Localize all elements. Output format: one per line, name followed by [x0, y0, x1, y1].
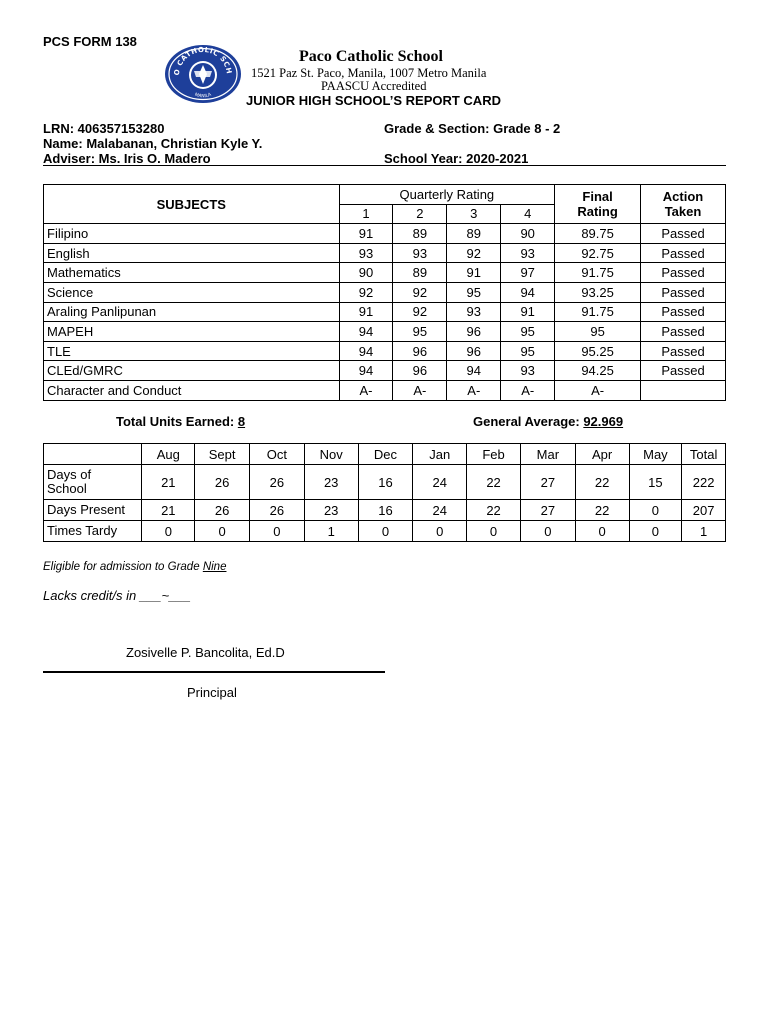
q2-grade: 89 [393, 224, 447, 244]
school-accreditation: PAASCU Accredited [321, 79, 427, 93]
attendance-cell: 27 [520, 500, 575, 521]
final-rating: 95 [555, 322, 641, 342]
action-taken: Passed [641, 302, 726, 322]
attendance-cell: 22 [467, 500, 521, 521]
grades-table [43, 184, 726, 401]
school-year: School Year: 2020-2021 [384, 151, 529, 166]
seal-text: O CATHOLIC SCH [172, 45, 234, 76]
q3-grade: 94 [447, 361, 501, 381]
attendance-cell: 24 [413, 465, 467, 500]
action-taken-header [641, 185, 726, 224]
action-taken [641, 380, 726, 400]
table-row [44, 282, 726, 302]
q4-grade: 95 [501, 322, 555, 342]
table-row [44, 341, 726, 361]
attendance-cell: 22 [575, 465, 629, 500]
row-label-line2: School [47, 481, 87, 496]
info-divider [43, 165, 726, 166]
q2-grade: 96 [393, 341, 447, 361]
attendance-cell: 21 [142, 465, 195, 500]
q4-grade: A- [501, 380, 555, 400]
q1-grade: 94 [339, 322, 393, 342]
grade-section: Grade & Section: Grade 8 - 2 [384, 121, 561, 136]
general-average-value: 92.969 [583, 414, 624, 429]
q3-grade: 96 [447, 341, 501, 361]
month-header: Sept [195, 444, 250, 465]
q1-grade: A- [339, 380, 393, 400]
month-header: Dec [358, 444, 413, 465]
final-rating: 89.75 [555, 224, 641, 244]
attendance-cell: 21 [142, 500, 195, 521]
attendance-cell: 27 [520, 465, 575, 500]
attendance-cell: 16 [358, 465, 413, 500]
row-label [44, 465, 142, 500]
quarterly-rating-header: Quarterly Rating [339, 185, 555, 205]
action-taken: Passed [641, 224, 726, 244]
total-units [116, 414, 245, 429]
q3-grade: A- [447, 380, 501, 400]
total-header: Total [682, 444, 726, 465]
q1-grade: 91 [339, 302, 393, 322]
attendance-cell: 0 [413, 521, 467, 542]
q3-grade: 96 [447, 322, 501, 342]
attendance-cell: 0 [250, 521, 305, 542]
table-row [44, 322, 726, 342]
attendance-cell: 1 [682, 521, 726, 542]
q2-grade: 96 [393, 361, 447, 381]
q1-grade: 94 [339, 341, 393, 361]
eligibility-line [43, 561, 226, 573]
q2-grade: 92 [393, 302, 447, 322]
q4-grade: 97 [501, 263, 555, 283]
school-address: 1521 Paz St. Paco, Manila, 1007 Metro Manila [251, 66, 487, 80]
final-rating: 92.75 [555, 243, 641, 263]
quarter-2-header: 2 [393, 204, 447, 224]
quarter-1-header: 1 [339, 204, 393, 224]
q3-grade: 92 [447, 243, 501, 263]
q4-grade: 95 [501, 341, 555, 361]
row-label: Times Tardy [44, 521, 142, 542]
attendance-cell: 0 [629, 521, 682, 542]
q3-grade: 93 [447, 302, 501, 322]
eligibility-label: Eligible for admission to Grade [43, 561, 200, 573]
lacks-credits-label: Lacks credit/s in [43, 588, 137, 603]
principal-name: Zosivelle P. Bancolita, Ed.D [126, 645, 285, 660]
month-header: Aug [142, 444, 195, 465]
attendance-cell: 26 [250, 500, 305, 521]
table-row [44, 380, 726, 400]
signature-line [43, 671, 385, 673]
final-rating: 93.25 [555, 282, 641, 302]
school-seal-icon [163, 44, 243, 104]
table-row [44, 302, 726, 322]
attendance-cell: 0 [142, 521, 195, 542]
attendance-cell: 15 [629, 465, 682, 500]
action-taken: Passed [641, 361, 726, 381]
action-taken: Passed [641, 322, 726, 342]
adviser: Adviser: Ms. Iris O. Madero [43, 151, 211, 166]
lacks-credits-value: ___~___ [139, 588, 191, 603]
q4-grade: 90 [501, 224, 555, 244]
attendance-cell: 26 [195, 500, 250, 521]
general-average-label: General Average: [473, 414, 580, 429]
attendance-cell: 26 [195, 465, 250, 500]
attendance-cell: 26 [250, 465, 305, 500]
attendance-cell: 22 [467, 465, 521, 500]
school-name: Paco Catholic School [299, 48, 443, 65]
attendance-cell: 1 [304, 521, 358, 542]
subject-name: MAPEH [44, 322, 340, 342]
attendance-cell: 22 [575, 500, 629, 521]
row-label: Days Present [44, 500, 142, 521]
q3-grade: 91 [447, 263, 501, 283]
eligibility-grade: Nine [202, 561, 227, 573]
general-average [473, 414, 623, 429]
final-rating: 94.25 [555, 361, 641, 381]
attendance-cell: 0 [575, 521, 629, 542]
final-rating-header [555, 185, 641, 224]
attendance-cell: 0 [520, 521, 575, 542]
q4-grade: 93 [501, 243, 555, 263]
total-units-value: 8 [237, 414, 246, 429]
month-header: Jan [413, 444, 467, 465]
table-row [44, 500, 726, 521]
attendance-cell: 0 [467, 521, 521, 542]
lrn: LRN: 406357153280 [43, 121, 165, 136]
subject-name: Character and Conduct [44, 380, 340, 400]
attendance-cell: 0 [358, 521, 413, 542]
subject-name: Filipino [44, 224, 340, 244]
q1-grade: 94 [339, 361, 393, 381]
final-rating: 91.75 [555, 302, 641, 322]
attendance-cell: 23 [304, 465, 358, 500]
attendance-cell: 24 [413, 500, 467, 521]
q1-grade: 92 [339, 282, 393, 302]
month-header: Feb [467, 444, 521, 465]
month-header: Oct [250, 444, 305, 465]
attendance-cell: 222 [682, 465, 726, 500]
subject-name: TLE [44, 341, 340, 361]
month-header: Apr [575, 444, 629, 465]
q1-grade: 93 [339, 243, 393, 263]
action-taken: Passed [641, 243, 726, 263]
attendance-table [43, 443, 726, 542]
action-taken-header-line2: Taken [664, 204, 702, 220]
subject-name: Mathematics [44, 263, 340, 283]
subject-name: English [44, 243, 340, 263]
final-rating-header-line2: Rating [577, 204, 618, 220]
subject-name: Science [44, 282, 340, 302]
q3-grade: 89 [447, 224, 501, 244]
subjects-header: SUBJECTS [44, 185, 340, 224]
q4-grade: 91 [501, 302, 555, 322]
lacks-credits-line [43, 588, 191, 603]
table-row [44, 361, 726, 381]
attendance-cell: 0 [629, 500, 682, 521]
student-name: Name: Malabanan, Christian Kyle Y. [43, 136, 263, 151]
attendance-cell: 207 [682, 500, 726, 521]
table-row [44, 263, 726, 283]
row-label-line1: Days of [47, 467, 92, 482]
attendance-cell: 0 [195, 521, 250, 542]
seal-subtext: MANILA [193, 92, 213, 100]
q1-grade: 90 [339, 263, 393, 283]
q4-grade: 93 [501, 361, 555, 381]
q4-grade: 94 [501, 282, 555, 302]
final-rating: 95.25 [555, 341, 641, 361]
total-units-label: Total Units Earned: [116, 414, 235, 429]
action-taken: Passed [641, 282, 726, 302]
report-title: JUNIOR HIGH SCHOOL’S REPORT CARD [246, 93, 501, 108]
table-row [44, 521, 726, 542]
subject-name: Araling Panlipunan [44, 302, 340, 322]
table-row [44, 224, 726, 244]
action-taken: Passed [641, 341, 726, 361]
form-id: PCS FORM 138 [43, 34, 137, 49]
attendance-cell: 23 [304, 500, 358, 521]
attendance-cell: 16 [358, 500, 413, 521]
month-header: May [629, 444, 682, 465]
month-header: Mar [520, 444, 575, 465]
q2-grade: 95 [393, 322, 447, 342]
final-rating: A- [555, 380, 641, 400]
action-taken: Passed [641, 263, 726, 283]
q1-grade: 91 [339, 224, 393, 244]
quarter-3-header: 3 [447, 204, 501, 224]
attendance-corner [44, 444, 142, 465]
subject-name: CLEd/GMRC [44, 361, 340, 381]
final-rating-header-line1: Final [582, 189, 613, 205]
month-header: Nov [304, 444, 358, 465]
action-taken-header-line1: Action [662, 189, 704, 205]
q3-grade: 95 [447, 282, 501, 302]
attendance-header-row [44, 444, 726, 465]
q2-grade: 92 [393, 282, 447, 302]
principal-title: Principal [187, 685, 237, 700]
quarter-4-header: 4 [501, 204, 555, 224]
table-row [44, 243, 726, 263]
q2-grade: A- [393, 380, 447, 400]
q2-grade: 93 [393, 243, 447, 263]
q2-grade: 89 [393, 263, 447, 283]
table-row [44, 465, 726, 500]
final-rating: 91.75 [555, 263, 641, 283]
